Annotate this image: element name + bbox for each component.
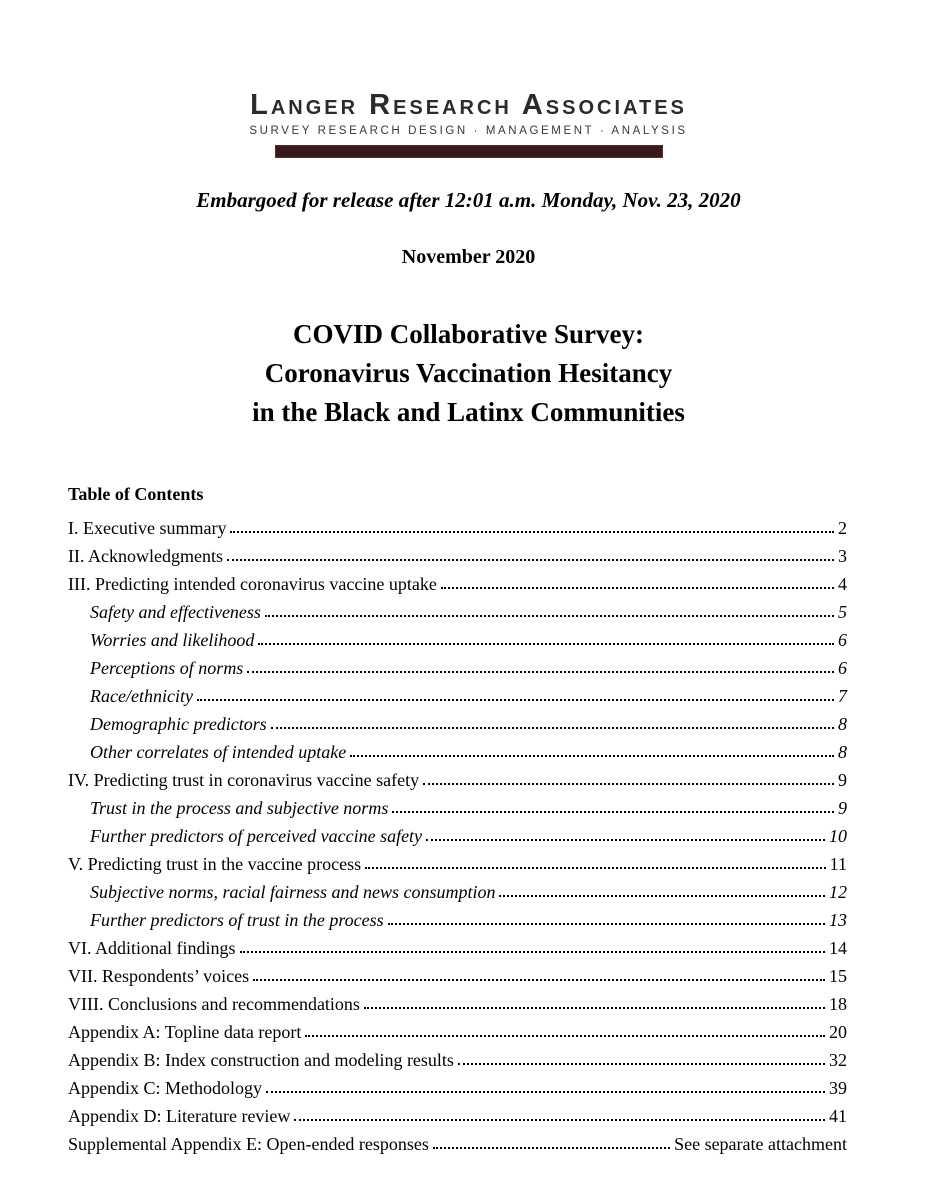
toc-entry-label: III. Predicting intended coronavirus vaccine uptake <box>68 574 437 595</box>
toc-entry-label: Trust in the process and subjective norms <box>90 798 389 819</box>
toc-heading: Table of Contents <box>68 484 204 505</box>
toc-dot-leader <box>433 1147 670 1149</box>
toc-entry-page-number: 12 <box>829 882 847 903</box>
toc-entry[interactable] <box>68 1016 847 1044</box>
toc-entry-label: Subjective norms, racial fairness and news consumption <box>90 882 496 903</box>
toc-entry-label: Appendix B: Index construction and modeling results <box>68 1050 454 1071</box>
toc-dot-leader <box>388 923 825 925</box>
toc-entry[interactable] <box>68 848 847 876</box>
report-title-line-1: COVID Collaborative Survey: <box>293 319 644 350</box>
toc-entry[interactable] <box>68 568 847 596</box>
toc-dot-leader <box>230 531 834 533</box>
toc-entry-label: Other correlates of intended uptake <box>90 742 347 763</box>
toc-entry-label: II. Acknowledgments <box>68 546 223 567</box>
toc-entry-page-number: 8 <box>838 714 847 735</box>
table-of-contents <box>68 484 847 1156</box>
toc-entry-page-number: 20 <box>829 1022 847 1043</box>
toc-entry-label: Race/ethnicity <box>90 686 193 707</box>
toc-entry-label: IV. Predicting trust in coronavirus vaccine safety <box>68 770 420 791</box>
toc-entry-page-number: 32 <box>829 1050 847 1071</box>
toc-dot-leader <box>458 1063 825 1065</box>
toc-dot-leader <box>227 559 834 561</box>
toc-entry[interactable] <box>68 1044 847 1072</box>
toc-entry-page-number: 13 <box>829 910 847 931</box>
toc-entry[interactable] <box>68 820 847 848</box>
toc-dot-leader <box>441 587 834 589</box>
toc-entry[interactable] <box>68 1100 847 1128</box>
toc-entry[interactable] <box>68 764 847 792</box>
toc-entry-label: Further predictors of trust in the process <box>90 910 384 931</box>
toc-entry[interactable] <box>68 988 847 1016</box>
toc-entry-page-number: 15 <box>829 966 847 987</box>
toc-entry[interactable] <box>68 512 847 540</box>
toc-entry[interactable] <box>68 904 847 932</box>
toc-entry[interactable] <box>68 960 847 988</box>
toc-entry-label: Demographic predictors <box>90 714 267 735</box>
toc-entry-page-number: 9 <box>838 798 847 819</box>
toc-entry-label: Worries and likelihood <box>90 630 255 651</box>
logo-divider-bar <box>275 145 663 158</box>
toc-entry-page-number: 10 <box>829 826 847 847</box>
report-title-line-3: in the Black and Latinx Communities <box>252 397 685 428</box>
toc-entry-page-number: See separate attachment <box>674 1134 847 1155</box>
publication-date: November 2020 <box>401 246 536 269</box>
embargo-notice: Embargoed for release after 12:01 a.m. Monday, Nov. 23, 2020 <box>196 188 741 213</box>
toc-list <box>68 512 847 1156</box>
toc-entry-page-number: 11 <box>829 854 847 875</box>
publisher-name: Langer Research Associates <box>250 89 687 121</box>
publisher-tagline: SURVEY RESEARCH DESIGN · MANAGEMENT · ANALYSIS <box>249 125 688 138</box>
toc-entry-label: Perceptions of norms <box>90 658 244 679</box>
toc-entry[interactable] <box>68 1128 847 1156</box>
toc-dot-leader <box>253 979 825 981</box>
toc-entry[interactable] <box>68 680 847 708</box>
toc-entry-label: V. Predicting trust in the vaccine process <box>68 854 362 875</box>
toc-entry-page-number: 5 <box>838 602 847 623</box>
toc-entry[interactable] <box>68 736 847 764</box>
toc-entry-label: VI. Additional findings <box>68 938 236 959</box>
toc-dot-leader <box>265 615 834 617</box>
toc-entry-label: Safety and effectiveness <box>90 602 261 623</box>
toc-dot-leader <box>271 727 834 729</box>
toc-entry-page-number: 7 <box>838 686 847 707</box>
toc-entry[interactable] <box>68 596 847 624</box>
toc-entry-page-number: 4 <box>838 574 847 595</box>
toc-entry-label: Appendix D: Literature review <box>68 1106 291 1127</box>
toc-entry[interactable] <box>68 932 847 960</box>
toc-entry-page-number: 3 <box>838 546 847 567</box>
toc-entry-label: I. Executive summary <box>68 518 227 539</box>
toc-entry[interactable] <box>68 540 847 568</box>
toc-dot-leader <box>305 1035 825 1037</box>
toc-dot-leader <box>426 839 825 841</box>
toc-dot-leader <box>197 699 834 701</box>
toc-entry[interactable] <box>68 876 847 904</box>
toc-entry-page-number: 6 <box>838 658 847 679</box>
toc-dot-leader <box>350 755 834 757</box>
toc-entry[interactable] <box>68 1072 847 1100</box>
toc-dot-leader <box>266 1091 825 1093</box>
toc-dot-leader <box>392 811 834 813</box>
toc-entry[interactable] <box>68 652 847 680</box>
toc-entry[interactable] <box>68 708 847 736</box>
toc-entry-label: Further predictors of perceived vaccine safety <box>90 826 423 847</box>
toc-dot-leader <box>247 671 834 673</box>
toc-dot-leader <box>499 895 825 897</box>
toc-entry-page-number: 6 <box>838 630 847 651</box>
toc-entry[interactable] <box>68 792 847 820</box>
toc-entry-page-number: 41 <box>829 1106 847 1127</box>
toc-dot-leader <box>258 643 834 645</box>
toc-entry-label: VIII. Conclusions and recommendations <box>68 994 360 1015</box>
toc-dot-leader <box>364 1007 825 1009</box>
toc-dot-leader <box>423 783 834 785</box>
toc-dot-leader <box>240 951 826 953</box>
report-title <box>0 315 937 432</box>
toc-entry-page-number: 18 <box>829 994 847 1015</box>
toc-dot-leader <box>365 867 826 869</box>
toc-entry-label: VII. Respondents’ voices <box>68 966 250 987</box>
toc-entry-label: Appendix C: Methodology <box>68 1078 262 1099</box>
report-title-line-2: Coronavirus Vaccination Hesitancy <box>264 358 673 389</box>
toc-dot-leader <box>294 1119 825 1121</box>
toc-entry[interactable] <box>68 624 847 652</box>
toc-entry-page-number: 14 <box>829 938 847 959</box>
publisher-logo <box>0 0 937 158</box>
toc-entry-page-number: 2 <box>838 518 847 539</box>
toc-entry-page-number: 8 <box>838 742 847 763</box>
toc-entry-page-number: 39 <box>829 1078 847 1099</box>
toc-entry-label: Supplemental Appendix E: Open-ended responses <box>68 1134 429 1155</box>
toc-entry-label: Appendix A: Topline data report <box>68 1022 302 1043</box>
toc-entry-page-number: 9 <box>838 770 847 791</box>
